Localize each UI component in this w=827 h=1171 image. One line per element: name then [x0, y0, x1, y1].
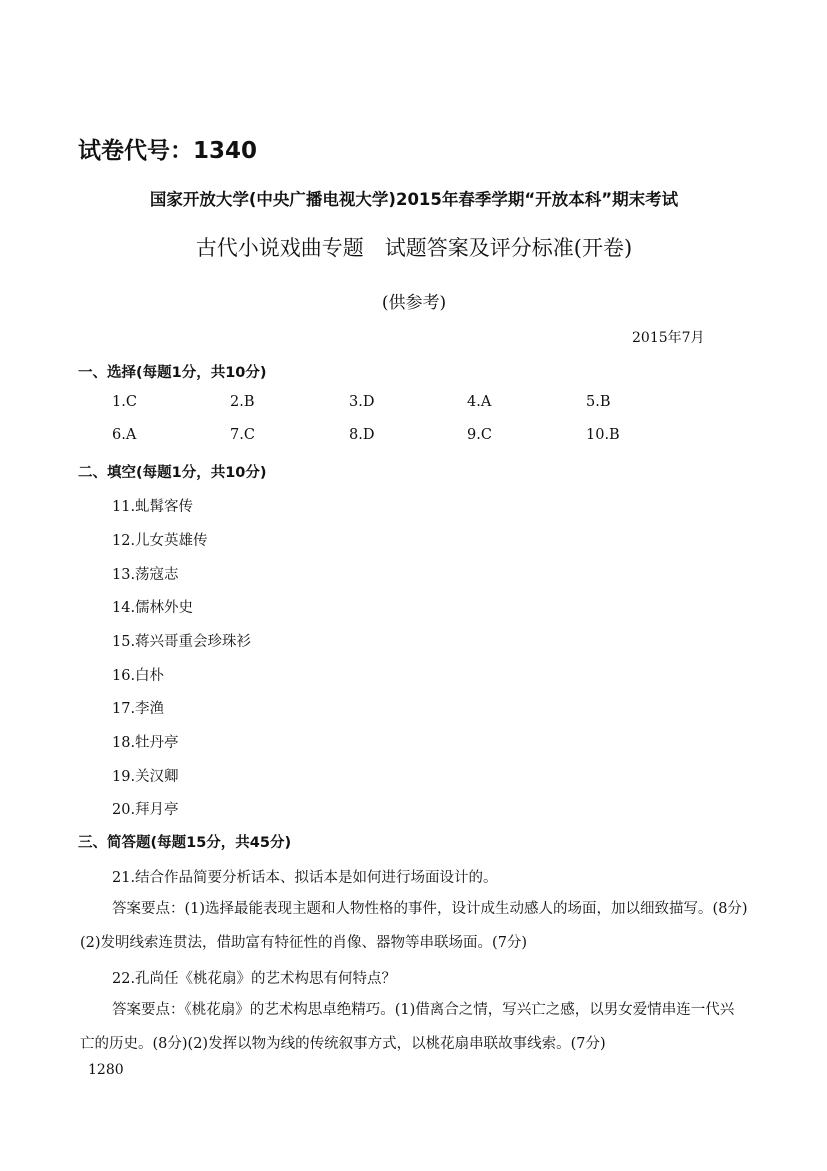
fill-answer: 11.虬髯客传: [112, 499, 194, 515]
choice-answer: 4.A: [467, 394, 492, 410]
fill-answer: 20.拜月亭: [112, 802, 179, 818]
document-title: 古代小说戏曲专题 试题答案及评分标准(开卷): [195, 236, 633, 260]
question-22: 22.孔尚任《桃花扇》的艺术构思有何特点？: [112, 971, 397, 987]
fill-answer: 16.白朴: [112, 668, 165, 684]
choice-answer: 7.C: [230, 427, 255, 443]
section-heading-short-answer: 三、简答题(每题15分，共45分): [78, 835, 292, 851]
fill-answer: 12.儿女英雄传: [112, 533, 208, 549]
exam-name: 国家开放大学(中央广播电视大学)2015年春季学期“开放本科”期末考试: [149, 190, 679, 209]
fill-answer: 19.关汉卿: [112, 769, 179, 785]
section-heading-fill: 二、填空(每题1分，共10分): [78, 465, 267, 481]
choice-answer: 8.D: [349, 427, 375, 443]
fill-answer: 18.牡丹亭: [112, 735, 179, 751]
choice-answer: 3.D: [349, 394, 375, 410]
reference-note: (供参考): [381, 293, 447, 313]
choice-answer: 9.C: [467, 427, 492, 443]
answer-22: 答案要点：《桃花扇》的艺术构思卓绝精巧。(1)借离合之情，写兴亡之感，以男女爱情串连一代兴亡的历史。(8分)(2)发挥以物为线的传统叙事方式，以桃花扇串联故事线索。(7分): [80, 1002, 735, 1052]
page-number: 1280: [88, 1062, 124, 1078]
answer-21: 答案要点：(1)选择最能表现主题和人物性格的事件，设计成生动感人的场面，加以细致描写。(8分)(2)发明线索连贯法，借助富有特征性的肖像、器物等串联场面。(7分): [80, 901, 748, 951]
section-heading-choice: 一、选择(每题1分，共10分): [78, 365, 267, 381]
choice-answer: 6.A: [112, 427, 137, 443]
fill-answer: 15.蒋兴哥重会珍珠衫: [112, 634, 252, 650]
exam-date: 2015年7月: [632, 330, 705, 346]
fill-answer: 13.荡寇志: [112, 567, 179, 583]
choice-answer: 5.B: [586, 394, 611, 410]
fill-answer: 17.李渔: [112, 701, 165, 717]
choice-answer: 2.B: [230, 394, 255, 410]
fill-answer: 14.儒林外史: [112, 600, 194, 616]
choice-answer: 10.B: [586, 427, 620, 443]
choice-answer: 1.C: [112, 394, 137, 410]
question-21: 21.结合作品简要分析话本、拟话本是如何进行场面设计的。: [112, 870, 498, 886]
paper-code: 试卷代号：1340: [78, 138, 258, 164]
